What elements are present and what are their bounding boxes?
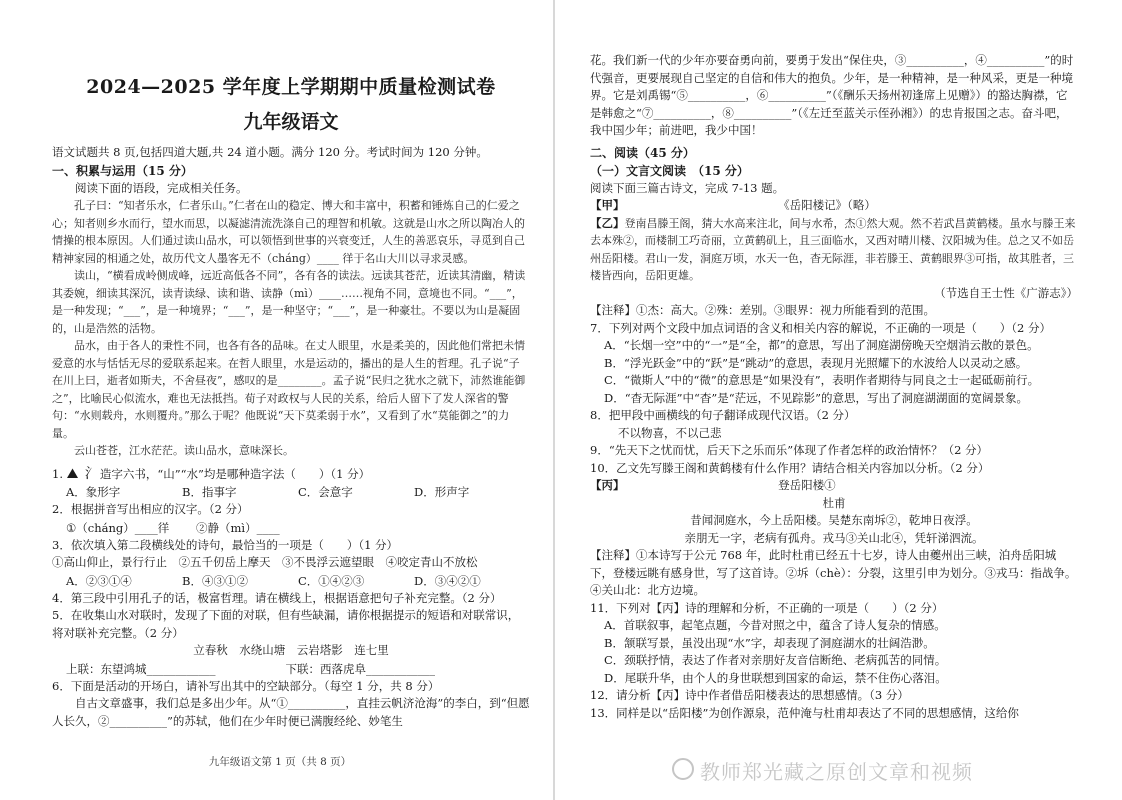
option: A．②③①④ <box>66 573 132 588</box>
section1-instruction: 阅读下面的语段，完成相关任务。 <box>75 180 248 195</box>
option: C．①④②③ <box>298 573 365 588</box>
blank-item: ②静（mì）____ <box>196 520 280 535</box>
notes-bing: 【注释】①本诗写于公元 768 年，此时杜甫已经五十七岁，诗人由夔州出三峡，泊舟岳阳城下，登楼远眺有感身世，写了这首诗。②坼（chè）：分裂，这里引申为划分。③戎马：指战争。④关山北：北方边境。 <box>590 548 1077 597</box>
passage-paragraph: 读山，“横看成岭侧成峰，远近高低各不同”，各有各的读法。远读其苍茫，近读其清幽，精读其委婉，细读其深沉，读青读绿、读和谐、读静（mì）____……视角不同，意境也不同。“___”，是一种发现；“___”，是一种境界；“___”，是一种坚守；“___”，是一种豪壮。不要以为山是凝固的，山是浩然的活物。 <box>52 269 526 335</box>
option: A．“长烟一空”中的“一”是“全，都”的意思，写出了洞庭湖傍晚天空烟消云散的景色。 <box>604 338 1039 352</box>
question-3-options <box>66 572 530 590</box>
notes-yi: 【注释】①杰：高大。②殊：差别。③眼界：视力所能看到的范围。 <box>590 303 935 317</box>
question-9: 9．“先天下之忧而忧，后天下之乐而乐”体现了作者怎样的政治情怀？（2 分） <box>590 443 989 457</box>
couplet-lines <box>66 660 530 678</box>
option: D．“杳无际涯”中“杳”是“茫远，不见踪影”的意思，写出了洞庭湖湖面的宽阔景象。 <box>604 390 1028 405</box>
question-2-items <box>66 519 326 537</box>
question-12: 12．请分析【丙】诗中作者借岳阳楼表达的思想感情。（3 分） <box>590 688 909 702</box>
option: C．颈联抒情，表达了作者对亲朋好友音信断绝、老病孤苦的同情。 <box>604 653 947 667</box>
section2-heading: 二、阅读（45 分） <box>590 145 695 160</box>
subsection1-instruction: 阅读下面三篇古诗文，完成 7-13 题。 <box>590 180 785 195</box>
question-3: 3．依次填入第二段横线处的诗句，最恰当的一项是（ ）（1 分） <box>52 537 399 552</box>
question-text: 造字六书，“山”“水”均是哪种造字法（ ）（1 分） <box>99 466 371 481</box>
text-jia-title: 《岳阳楼记》（略） <box>778 198 876 212</box>
poem-title: 登岳阳楼① <box>778 478 836 492</box>
option: C．“微斯人”中的“微”的意思是“如果没有”，表明作者期待与同良之士一起砥砺前行。 <box>604 373 1040 387</box>
text-yi-source: （节选自王士性《广游志》） <box>934 285 1078 300</box>
subsection1-heading: （一）文言文阅读 （15 分） <box>590 163 749 178</box>
option: D．形声字 <box>414 485 470 499</box>
option: B．指事字 <box>182 485 237 499</box>
question-7: 7．下列对两个文段中加点词语的含义和相关内容的解说，不正确的一项是（ ）（2 分） <box>590 320 1052 335</box>
continuation-text: 花。我们新一代的少年亦要奋勇向前，要勇于发出“保住央，③__________，④__________”的时代强音，更要展现自己坚定的自信和伟大的抱负。少年，是一种精神，是一种风采，更是一种境界。它是刘禹锡“⑤__________，⑥__________”（《酬乐天扬州初逢席上见赠》）的豁达胸襟，它是韩愈之“⑦__________，⑧__________”（《左迁至蓝关示侄孙湘》）的忠肯报国之志。奋斗吧，我中国少年；前进吧，我少中国！ <box>590 53 1074 137</box>
question-13: 13．同样是以“岳阳楼”为创作源泉，范仲淹与杜甫却表达了不同的思想感情，这给你 <box>590 705 1019 720</box>
page-footer: 九年级语文第 1 页（共 8 页） <box>208 756 352 768</box>
text-yi <box>590 215 1078 285</box>
left-column <box>0 0 560 800</box>
question-6: 6．下面是活动的开场白，请补写出其中的空缺部分。（每空 1 分，共 8 分） <box>52 678 440 693</box>
question-number: 1. <box>52 466 63 481</box>
text-bing-tag: 【丙】 <box>590 478 625 492</box>
option: C．会意字 <box>298 485 353 499</box>
poem-line: 昔闻洞庭水，今上岳阳楼。吴楚东南坼②，乾坤日夜浮。 <box>690 513 978 527</box>
option: D．③④②① <box>414 573 481 588</box>
question-11: 11．下列对【丙】诗的理解和分析，不正确的一项是（ ）（2 分） <box>590 600 944 615</box>
passage-paragraph: 品水，由于各人的秉性不同，也各有各的品味。在丈人眼里，水是柔美的，因此他们常把未情爱意的水与恬恬无尽的爱联系起来。在哲人眼里，水是运动的，播出的是人生的哲理。孔子说“子在川上曰，逝者如斯夫，不舍昼夜”，感叹的是________。孟子说“民归之犹水之就下，沛然谁能御之”，比喻民心似流水，难也无法抵挡。荀子对政权与人民的关系，给后人留下了发人深省的警句：“水则载舟，水则覆舟。”那么于呢？他既说“天下莫柔弱于水”，又看到了水“莫能御之”的力量。 <box>52 339 526 440</box>
mountain-water-glyph-icon: ⛰ 氵 <box>66 465 100 482</box>
blank-item: ①（cháng）____徉 <box>66 520 170 535</box>
option: A．首联叙事，起笔点题，今昔对照之中，蕴含了诗人复杂的情感。 <box>604 618 946 632</box>
text-yi-tag: 【乙】 <box>590 215 625 230</box>
watermark-text: 教师郑光藏之原创文章和视频 <box>700 760 973 784</box>
passage-paragraph: 云山苍苍，江水茫茫。读山品水，意味深长。 <box>74 444 294 457</box>
poem-author: 杜甫 <box>822 495 846 510</box>
exam-subject: 九年级语文 <box>243 111 339 133</box>
option: B．“浮光跃金”中的“跃”是“跳动”的意思，表现月光照耀下的水波给人以灵动之感。 <box>604 355 1028 370</box>
question-6-text: 自古文章盛事，我们总是多出少年。从“①__________，直挂云帆济沧海”的李白，到“但愿人长久，②__________”的苏轼，他们在少年时便已满腹经纶、妙笔生 <box>52 696 530 728</box>
section1-heading: 一、积累与运用（15 分） <box>52 163 193 178</box>
option: B．颔联写景，虽没出现“水”字，却表现了洞庭湖水的壮阔浩渺。 <box>604 635 935 650</box>
exam-title: 2024—2025 学年度上学期期中质量检测试卷 <box>86 76 496 98</box>
couplet-phrases: 立春秋 水绕山塘 云岩塔影 连七里 <box>193 643 389 657</box>
question-10: 10．乙文先写滕王阁和黄鹤楼有什么作用？请结合相关内容加以分析。（2 分） <box>590 460 990 475</box>
question-5: 5．在收集山水对联时，发现了下面的对联，但有些缺漏，请你根据提示的短语和对联常识，将对联补充完整。（2 分） <box>52 608 520 640</box>
question-1 <box>52 466 530 484</box>
poem-line: 亲朋无一字，老病有孤舟。戎马③关山北④，凭轩涕泗流。 <box>684 530 984 545</box>
text-bing <box>590 477 1078 495</box>
question-1-options <box>66 483 530 501</box>
question-3-verses: ①高山仰止，景行行止 ②五千仞岳上摩天 ③不畏浮云遮望眼 ④咬定青山不放松 <box>52 555 478 569</box>
couplet-upper: 上联：东望鸿城____________ <box>66 661 216 676</box>
exam-intro: 语文试题共 8 页,包括四道大题,共 24 道小题。满分 120 分。考试时间为 120 分钟。 <box>52 145 488 159</box>
question-2: 2．根据拼音写出相应的汉字。（2 分） <box>52 502 249 516</box>
option: A．象形字 <box>66 485 121 499</box>
couplet-lower: 下联：西落虎阜____________ <box>285 661 435 676</box>
option: D．尾联升华，由个人的身世联想到国家的命运，禁不住伤心落泪。 <box>604 670 947 685</box>
right-column <box>560 0 1122 800</box>
question-4: 4．第三段中引用孔子的话，极富哲理。请在横线上，根据语意把句子补充完整。（2 分） <box>52 590 502 605</box>
text-jia-tag: 【甲】 <box>590 198 625 212</box>
question-8: 8．把甲段中画横线的句子翻译成现代汉语。（2 分） <box>590 408 856 422</box>
question-8-sentence: 不以物喜，不以己悲 <box>618 425 722 440</box>
text-jia <box>590 197 1078 215</box>
watermark-logo-icon <box>672 758 694 780</box>
text-yi-body: 登南昌滕王阁，猜大水高来注北，间与水希，杰①然大观。然不若武昌黄鹤楼。虽水与滕王来去本殊②，而楼制工巧奇丽，立黄鹤矶上，且三面临水，又西对晴川楼、汉阳城为佳。总之又不如岳州岳阳楼。君山一发，洞庭万顷，水天一色，杳无际涯，非若滕王、黄鹤眼界③可指，故其胜者，三楼皆西向，岳阳更雄。 <box>590 216 1076 282</box>
option: B．④③①② <box>182 573 248 588</box>
passage-paragraph: 孔子曰：“知者乐水，仁者乐山。”仁者在山的稳定、博大和丰富中，积蓄和锤炼自己的仁爱之心；知者则乡水而行，望水而思，以凝滤清流洗涤自己的理智和机敏。这就是山水之所以陶冶人的情操的根本原因。人们通过读山品水，可以领悟到世事的兴衰变迁，人生的善恶哀乐，寻觅到自己精神家园的相通之处，故历代文人墨客无不（cháng）____ 徉于名山大川以寻求灵感。 <box>52 199 525 265</box>
